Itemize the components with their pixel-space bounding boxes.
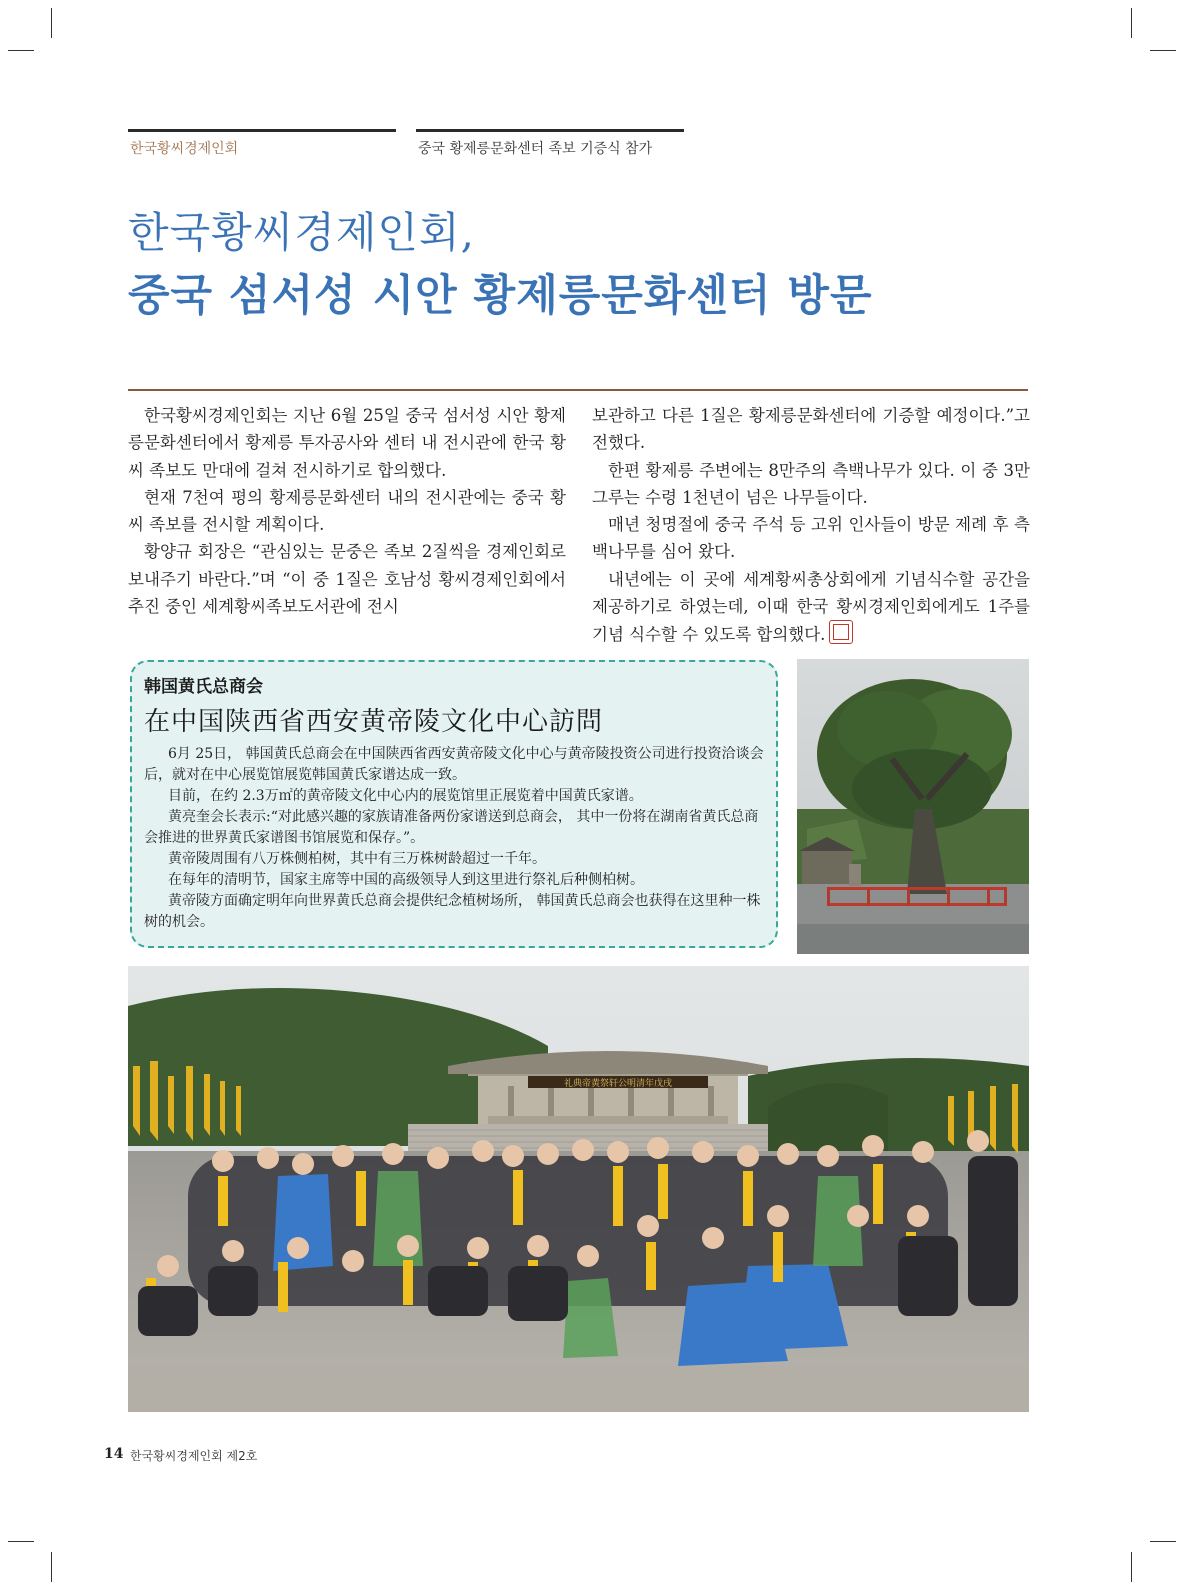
article-paragraph: 한편 황제릉 주변에는 8만주의 측백나무가 있다. 이 중 3만 그루는 수령 1천년이 넘은 나무들이다. — [592, 460, 1030, 507]
ancient-tree-photo — [797, 659, 1029, 954]
crop-mark — [51, 1552, 52, 1582]
headline-divider — [128, 389, 1028, 391]
crop-mark — [1131, 8, 1132, 38]
crop-mark — [51, 8, 52, 38]
chinese-paragraph: 目前，在约 2.3万㎡的黄帝陵文化中心内的展览馆里正展览着中国黄氏家谱。 — [168, 788, 643, 804]
article-paragraph: 현재 7천여 평의 황제릉문화센터 내의 전시관에는 중국 황씨 족보를 전시할 계획이다. — [128, 487, 566, 535]
chinese-paragraph: 黄亮奎会长表示:“对此感兴趣的家族请准备两份家谱送到总商会， 其中一份将在湖南省黄氏总商会推进的世界黄氏家谱图书馆展览和保存。”。 — [144, 809, 759, 846]
crop-mark — [1150, 50, 1176, 51]
page-number: 14 — [104, 1446, 124, 1462]
section-label: 한국황씨경제인회 — [130, 141, 239, 157]
hall-sign: 礼典帝黄祭轩公明清年戊戌 — [563, 1079, 673, 1089]
header-rule-left — [128, 129, 396, 132]
headline-line-1: 한국황씨경제인회, — [128, 208, 475, 257]
publication-name: 한국황씨경제인회 제2호 — [130, 1449, 258, 1463]
chinese-title: 在中国陕西省西安黄帝陵文化中心訪問 — [144, 707, 604, 737]
group-photo-illustration — [128, 966, 1029, 1412]
article-paragraph-continued: 보관하고 다른 1질은 황제릉문화센터에 기증할 예정이다.”고 전했다. — [592, 406, 1030, 453]
chinese-summary-box — [130, 660, 778, 948]
article-column-right — [592, 402, 1030, 649]
article-paragraph-text: 내년에는 이 곳에 세계황씨총상회에게 기념식수할 공간을 제공하기로 하였는데, 이때 한국 황씨경제인회에게도 1주를 기념 식수할 수 있도록 합의했다. — [592, 569, 1030, 645]
topic-label: 중국 황제릉문화센터 족보 기증식 참가 — [418, 141, 653, 157]
crop-mark — [1131, 1552, 1132, 1582]
article-column-left — [128, 402, 566, 620]
header-rule-right — [416, 129, 684, 132]
chinese-paragraph: 在每年的清明节，国家主席等中国的高级领导人到这里进行祭礼后种侧柏树。 — [168, 872, 644, 888]
article-paragraph — [592, 566, 1030, 649]
article-paragraph: 한국황씨경제인회는 지난 6월 25일 중국 섬서성 시안 황제릉문화센터에서 황제릉 투자공사와 센터 내 전시관에 한국 황씨 족보도 만대에 걸쳐 전시하기로 합의했다. — [128, 406, 566, 480]
crop-mark — [8, 50, 34, 51]
crop-mark — [8, 1541, 34, 1542]
seal-stamp-icon — [829, 620, 853, 644]
article-paragraph: 매년 청명절에 중국 주석 등 고위 인사들이 방문 제례 후 측백나무를 심어 왔다. — [592, 515, 1030, 562]
tree-illustration — [797, 659, 1029, 954]
group-photo — [128, 966, 1029, 1412]
chinese-body — [144, 744, 768, 933]
chinese-subtitle: 韩国黄氏总商会 — [144, 677, 263, 697]
crop-mark — [1150, 1541, 1176, 1542]
chinese-paragraph: 黄帝陵方面确定明年向世界黄氏总商会提供纪念植树场所， 韩国黄氏总商会也获得在这里种一株树的机会。 — [144, 893, 761, 930]
chinese-paragraph: 6月 25日， 韩国黄氏总商会在中国陕西省西安黄帝陵文化中心与黄帝陵投资公司进行投资洽谈会后，就对在中心展览馆展览韩国黄氏家谱达成一致。 — [144, 746, 764, 783]
headline-line-2: 중국 섬서성 시안 황제릉문화센터 방문 — [128, 271, 873, 321]
article-paragraph: 황양규 회장은 “관심있는 문중은 족보 2질씩을 경제인회로 보내주기 바란다.”며 “이 중 1질은 호남성 황씨경제인회에서 추진 중인 세계황씨족보도서관에 전시 — [128, 542, 566, 617]
chinese-paragraph: 黄帝陵周围有八万株侧柏树，其中有三万株树龄超过一千年。 — [168, 851, 546, 867]
